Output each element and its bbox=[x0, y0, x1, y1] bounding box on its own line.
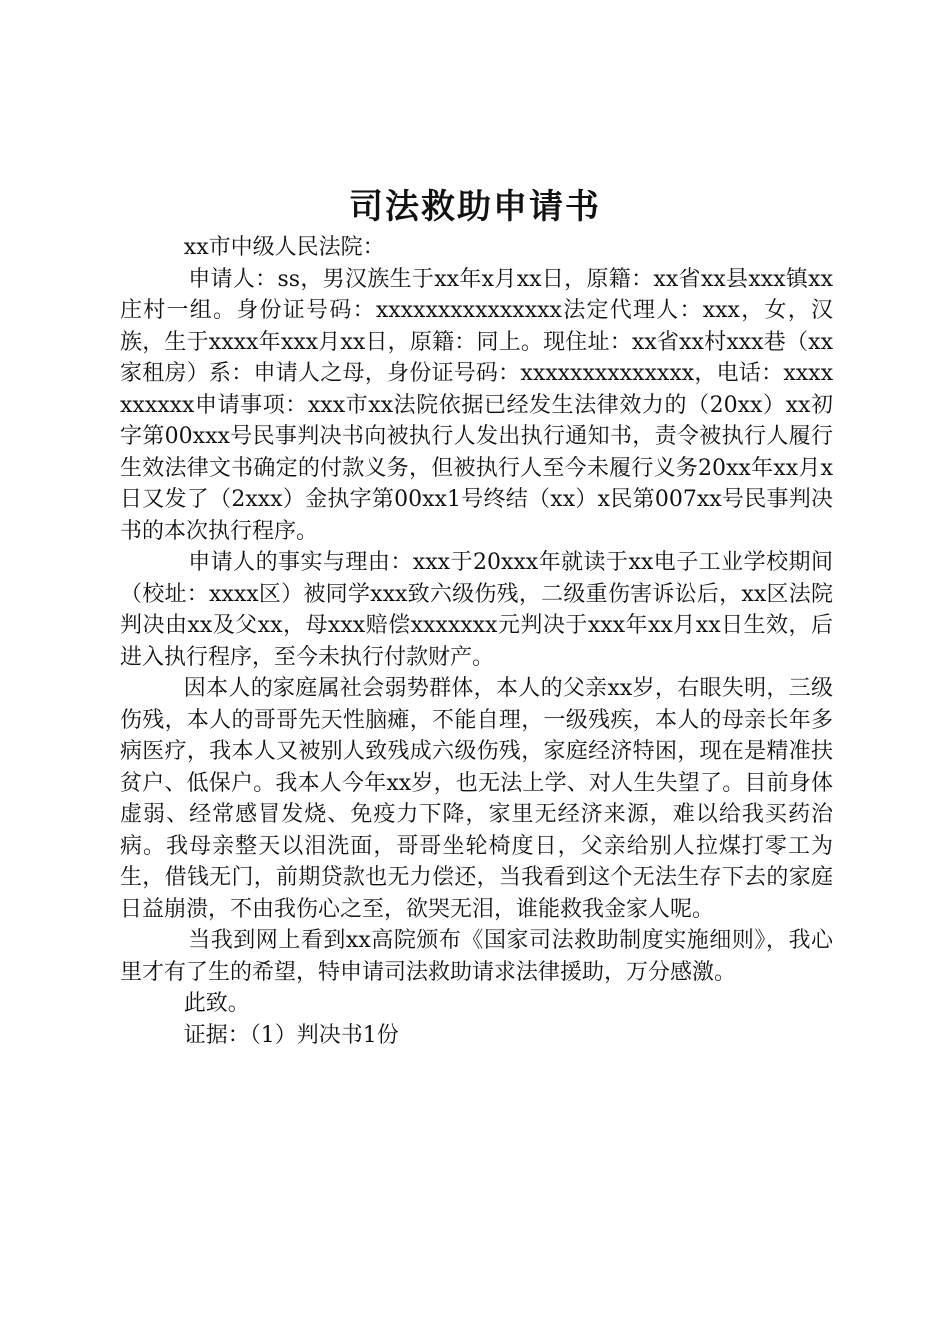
addressee: xx市中级人民法院： bbox=[183, 235, 385, 260]
paragraph-family: 因本人的家庭属社会弱势群体，本人的父亲xx岁，右眼失明，三级伤残，本人的哥哥先天性脑瘫，不能自理，一级残疾，本人的母亲长年多病医疗，我本人又被别人致残成六级伤残，家庭经济特困，现在是精准扶贫户、低保户。我本人今年xx岁，也无法上学、对人生失望了。目前身体虚弱、经常感冒发烧、免疫力下降，家里无经济来源，难以给我买药治病。我母亲整天以泪洗面，哥哥坐轮椅度日，父亲给别人拉煤打零工为生，借钱无门，前期贷款也无力偿还，当我看到这个无法生存下去的家庭日益崩溃，不由我伤心之至，欲哭无泪，谁能救我金家人呢。 bbox=[120, 676, 833, 922]
evidence: 证据：（1）判决书1份 bbox=[183, 1022, 399, 1048]
paragraph-request: 当我到网上看到xx高院颁布《国家司法救助制度实施细则》，我心里才有了生的希望，特申请司法救助请求法律援助，万分感激。 bbox=[120, 928, 833, 985]
document-title: 司法救助申请书 bbox=[349, 187, 601, 227]
document-body bbox=[120, 232, 833, 1051]
paragraph-applicant: 申请人：ss，男汉族生于xx年x月xx日，原籍：xx省xx县xxx镇xx庄村一组。身份证号码：xxxxxxxxxxxxxxx法定代理人：xxx，女，汉族，生于xxxx年xxx月xx日，原籍：同上。现住址：xx省xx村xxx巷（xx家租房）系：申请人之母，身份证号码：xxxxxxxxxxxxxx，电话：xxxxxxxxxx申请事项：xxx市xx法院依据已经发生法律效力的（20xx）xx初字第00xxx号民事判决书向被执行人发出执行通知书，责令被执行人履行生效法律文书确定的付款义务，但被执行人至今未履行义务20xx年xx月x日又发了（2xxx）金执字第00xx1号终结（xx）x民第007xx号民事判决书的本次执行程序。 bbox=[120, 266, 833, 544]
closing: 此致。 bbox=[183, 991, 250, 1016]
paragraph-facts: 申请人的事实与理由：xxx于20xxx年就读于xx电子工业学校期间（校址：xxxx区）被同学xxx致六级伤残，二级重伤害诉讼后，xx区法院判决由xx及父xx，母xxx赔偿xxxxxxx元判决于xxx年xx月xx日生效，后进入执行程序，至今未执行付款财产。 bbox=[120, 550, 833, 670]
